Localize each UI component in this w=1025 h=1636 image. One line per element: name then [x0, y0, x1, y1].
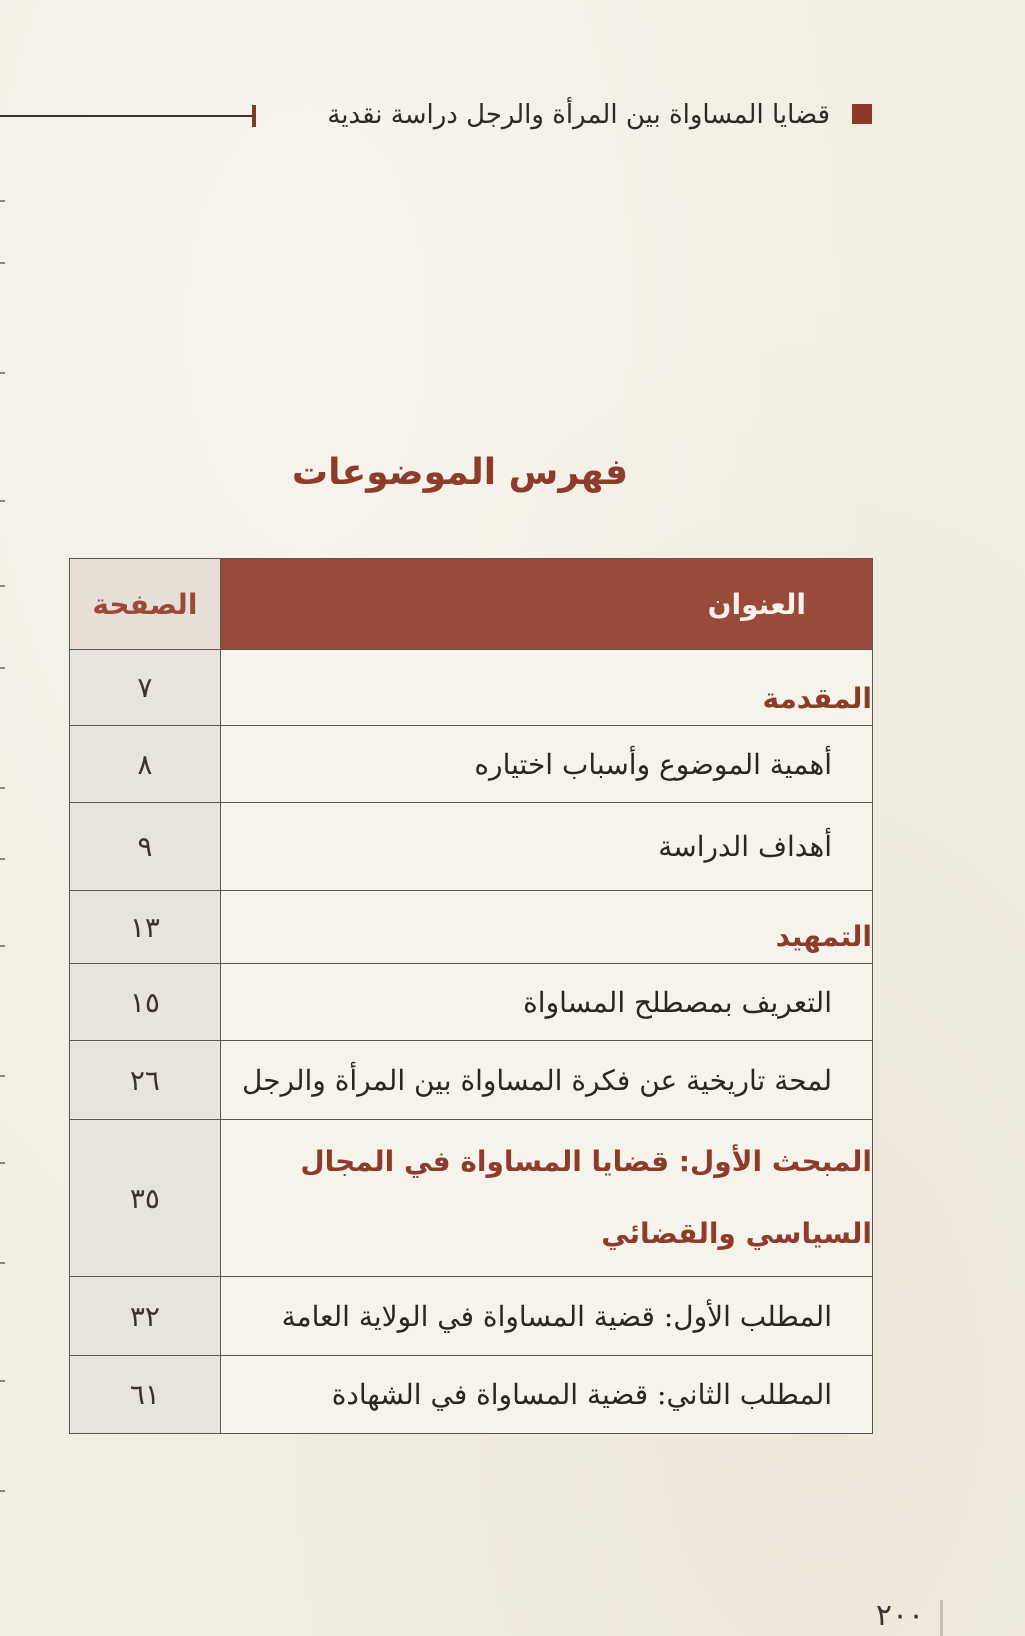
- page-number: ٢٠٠: [875, 1598, 925, 1633]
- running-header-title: قضايا المساواة بين المرأة والرجل دراسة نقدية: [327, 100, 830, 130]
- page-number-divider: [940, 1600, 943, 1636]
- running-header: [0, 98, 880, 132]
- toc-entry-page: ١٣: [70, 891, 221, 964]
- toc-entry-page: ٢٦: [70, 1041, 221, 1120]
- header-square-bullet: [852, 104, 872, 124]
- toc-row: [70, 1277, 873, 1356]
- toc-entry-page: ٩: [70, 803, 221, 891]
- toc-entry-page: ٧: [70, 650, 221, 726]
- toc-entry-title: المطلب الثاني: قضية المساواة في الشهادة: [220, 1356, 872, 1434]
- toc-row: [70, 803, 873, 891]
- toc-table: [69, 558, 873, 1434]
- toc-entry-title: أهمية الموضوع وأسباب اختياره: [220, 726, 872, 803]
- column-header-title: العنوان: [220, 559, 872, 650]
- toc-entry-title: المقدمة: [220, 650, 872, 726]
- toc-row-introduction: [70, 650, 873, 726]
- toc-row: [70, 726, 873, 803]
- header-rule-end-mark: [252, 105, 256, 127]
- toc-entry-title: أهداف الدراسة: [220, 803, 872, 891]
- toc-entry-title: المطلب الأول: قضية المساواة في الولاية العامة: [220, 1277, 872, 1356]
- toc-header-row: [70, 559, 873, 650]
- toc-row: [70, 1356, 873, 1434]
- margin-marks: [0, 0, 6, 1636]
- column-header-page: الصفحة: [70, 559, 221, 650]
- toc-entry-page: ١٥: [70, 964, 221, 1041]
- header-rule: [0, 115, 255, 117]
- toc-entry-page: ٨: [70, 726, 221, 803]
- toc-entry-title: التمهيد: [220, 891, 872, 964]
- toc-entry-title: المبحث الأول: قضايا المساواة في المجال السياسي والقضائي: [220, 1120, 872, 1277]
- toc-entry-page: ٣٥: [70, 1120, 221, 1277]
- toc-entry-page: ٦١: [70, 1356, 221, 1434]
- toc-entry-title: التعريف بمصطلح المساواة: [220, 964, 872, 1041]
- toc-entry-title: لمحة تاريخية عن فكرة المساواة بين المرأة والرجل: [220, 1041, 872, 1120]
- toc-row: [70, 964, 873, 1041]
- toc-entry-page: ٣٢: [70, 1277, 221, 1356]
- toc-heading: فهرس الموضوعات: [291, 452, 629, 493]
- toc-row-chapter-one: [70, 1120, 873, 1277]
- toc-row-preface: [70, 891, 873, 964]
- toc-row: [70, 1041, 873, 1120]
